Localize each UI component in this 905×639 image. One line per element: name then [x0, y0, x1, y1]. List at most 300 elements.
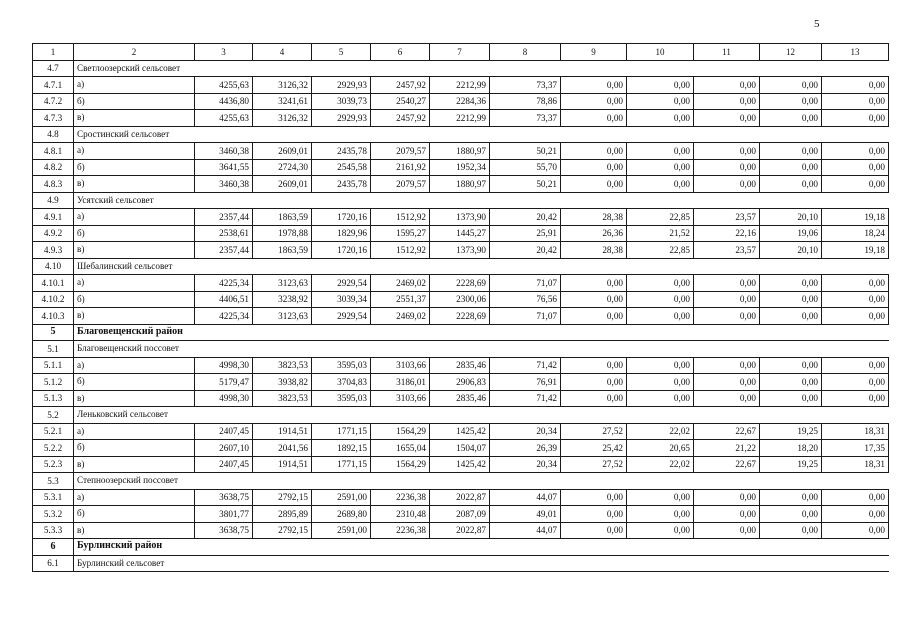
- value-cell: 0,00: [627, 159, 694, 176]
- value-cell: 2469,02: [371, 308, 430, 325]
- value-cell: 0,00: [822, 176, 889, 193]
- value-cell: 3638,75: [195, 522, 253, 539]
- value-cell: 0,00: [822, 143, 889, 160]
- value-cell: 44,07: [490, 489, 561, 506]
- value-cell: 2435,78: [312, 143, 371, 160]
- section-title: Благовещенский район: [74, 324, 889, 341]
- header-row: [33, 44, 889, 61]
- value-cell: 22,85: [627, 209, 694, 226]
- row-code: 5.2.1: [33, 423, 74, 440]
- table-row: [33, 77, 889, 94]
- value-cell: 1863,59: [253, 242, 312, 259]
- column-header: 1: [33, 44, 74, 61]
- section-title: Бурлинский сельсовет: [74, 555, 889, 572]
- value-cell: 3039,34: [312, 291, 371, 308]
- column-header: 2: [74, 44, 195, 61]
- value-cell: 27,52: [561, 456, 627, 473]
- row-code: 5.2.2: [33, 440, 74, 457]
- row-label: а): [74, 77, 195, 94]
- table-row: [33, 506, 889, 523]
- value-cell: 0,00: [694, 110, 760, 127]
- value-cell: 2929,93: [312, 77, 371, 94]
- row-label: а): [74, 423, 195, 440]
- row-code: 5.3.1: [33, 489, 74, 506]
- value-cell: 3823,53: [253, 357, 312, 374]
- value-cell: 1504,07: [430, 440, 490, 457]
- section-title: Светлоозерский сельсовет: [74, 60, 889, 77]
- row-code: 5.3: [33, 473, 74, 490]
- value-cell: 20,10: [760, 242, 822, 259]
- section-title: Усятский сельсовет: [74, 192, 889, 209]
- value-cell: 2284,36: [430, 93, 490, 110]
- value-cell: 3123,63: [253, 308, 312, 325]
- value-cell: 0,00: [694, 374, 760, 391]
- value-cell: 1880,97: [430, 176, 490, 193]
- value-cell: 20,34: [490, 456, 561, 473]
- value-cell: 0,00: [627, 522, 694, 539]
- value-cell: 3039,73: [312, 93, 371, 110]
- value-cell: 2540,27: [371, 93, 430, 110]
- value-cell: 0,00: [760, 143, 822, 160]
- value-cell: 2545,58: [312, 159, 371, 176]
- value-cell: 0,00: [760, 374, 822, 391]
- row-code: 4.8.2: [33, 159, 74, 176]
- row-code: 5.1: [33, 341, 74, 358]
- value-cell: 2087,09: [430, 506, 490, 523]
- value-cell: 2835,46: [430, 390, 490, 407]
- table-row: [33, 440, 889, 457]
- value-cell: 0,00: [627, 374, 694, 391]
- row-code: 4.7.3: [33, 110, 74, 127]
- value-cell: 1771,15: [312, 456, 371, 473]
- value-cell: 2022,87: [430, 489, 490, 506]
- table-row: [33, 456, 889, 473]
- column-header: 6: [371, 44, 430, 61]
- section-row: [33, 539, 889, 556]
- table-row: [33, 308, 889, 325]
- value-cell: 1655,04: [371, 440, 430, 457]
- value-cell: 21,22: [694, 440, 760, 457]
- value-cell: 1564,29: [371, 423, 430, 440]
- table-row: [33, 423, 889, 440]
- value-cell: 0,00: [627, 506, 694, 523]
- value-cell: 1771,15: [312, 423, 371, 440]
- value-cell: 2079,57: [371, 143, 430, 160]
- column-header: 7: [430, 44, 490, 61]
- value-cell: 2929,54: [312, 275, 371, 292]
- value-cell: 1425,42: [430, 423, 490, 440]
- value-cell: 2228,69: [430, 275, 490, 292]
- value-cell: 1720,16: [312, 242, 371, 259]
- value-cell: 0,00: [822, 374, 889, 391]
- row-label: в): [74, 176, 195, 193]
- value-cell: 0,00: [694, 506, 760, 523]
- value-cell: 3823,53: [253, 390, 312, 407]
- table-row: [33, 374, 889, 391]
- value-cell: 71,42: [490, 390, 561, 407]
- value-cell: 3186,01: [371, 374, 430, 391]
- value-cell: 1978,88: [253, 225, 312, 242]
- value-cell: 2551,37: [371, 291, 430, 308]
- row-code: 4.8.3: [33, 176, 74, 193]
- table-row: [33, 209, 889, 226]
- value-cell: 1595,27: [371, 225, 430, 242]
- value-cell: 3938,82: [253, 374, 312, 391]
- value-cell: 4436,80: [195, 93, 253, 110]
- value-cell: 0,00: [694, 176, 760, 193]
- value-cell: 2591,00: [312, 522, 371, 539]
- value-cell: 0,00: [561, 291, 627, 308]
- value-cell: 2457,92: [371, 110, 430, 127]
- value-cell: 18,20: [760, 440, 822, 457]
- value-cell: 20,42: [490, 242, 561, 259]
- row-label: б): [74, 374, 195, 391]
- value-cell: 2310,48: [371, 506, 430, 523]
- value-cell: 2792,15: [253, 522, 312, 539]
- value-cell: 0,00: [561, 275, 627, 292]
- value-cell: 2407,45: [195, 423, 253, 440]
- value-cell: 0,00: [627, 291, 694, 308]
- value-cell: 2357,44: [195, 242, 253, 259]
- row-code: 4.7: [33, 60, 74, 77]
- value-cell: 2469,02: [371, 275, 430, 292]
- value-cell: 0,00: [760, 291, 822, 308]
- value-cell: 4225,34: [195, 308, 253, 325]
- value-cell: 76,91: [490, 374, 561, 391]
- value-cell: 20,42: [490, 209, 561, 226]
- row-code: 4.10.2: [33, 291, 74, 308]
- value-cell: 71,07: [490, 275, 561, 292]
- value-cell: 0,00: [694, 275, 760, 292]
- value-cell: 0,00: [822, 390, 889, 407]
- section-row: [33, 555, 889, 572]
- value-cell: 0,00: [627, 110, 694, 127]
- section-row: [33, 324, 889, 341]
- value-cell: 2236,38: [371, 522, 430, 539]
- row-label: а): [74, 275, 195, 292]
- value-cell: 55,70: [490, 159, 561, 176]
- value-cell: 3801,77: [195, 506, 253, 523]
- value-cell: 22,02: [627, 423, 694, 440]
- value-cell: 0,00: [627, 77, 694, 94]
- table-row: [33, 242, 889, 259]
- value-cell: 0,00: [694, 357, 760, 374]
- value-cell: 0,00: [822, 506, 889, 523]
- value-cell: 3641,55: [195, 159, 253, 176]
- value-cell: 0,00: [627, 93, 694, 110]
- value-cell: 2041,56: [253, 440, 312, 457]
- value-cell: 0,00: [822, 159, 889, 176]
- value-cell: 3238,92: [253, 291, 312, 308]
- row-label: в): [74, 390, 195, 407]
- value-cell: 2538,61: [195, 225, 253, 242]
- value-cell: 0,00: [760, 110, 822, 127]
- value-cell: 4255,63: [195, 77, 253, 94]
- row-label: б): [74, 159, 195, 176]
- value-cell: 0,00: [822, 522, 889, 539]
- value-cell: 0,00: [694, 159, 760, 176]
- value-cell: 18,24: [822, 225, 889, 242]
- value-cell: 0,00: [822, 291, 889, 308]
- row-code: 6.1: [33, 555, 74, 572]
- value-cell: 1914,51: [253, 423, 312, 440]
- table-row: [33, 110, 889, 127]
- value-cell: 4225,34: [195, 275, 253, 292]
- value-cell: 2228,69: [430, 308, 490, 325]
- value-cell: 2161,92: [371, 159, 430, 176]
- table-row: [33, 225, 889, 242]
- row-code: 6: [33, 539, 74, 556]
- section-row: [33, 126, 889, 143]
- value-cell: 0,00: [627, 143, 694, 160]
- value-cell: 20,10: [760, 209, 822, 226]
- value-cell: 2609,01: [253, 176, 312, 193]
- value-cell: 19,18: [822, 209, 889, 226]
- value-cell: 0,00: [561, 110, 627, 127]
- value-cell: 19,06: [760, 225, 822, 242]
- value-cell: 2022,87: [430, 522, 490, 539]
- value-cell: 0,00: [627, 308, 694, 325]
- value-cell: 0,00: [822, 110, 889, 127]
- section-title: Сростинский сельсовет: [74, 126, 889, 143]
- value-cell: 0,00: [822, 77, 889, 94]
- value-cell: 4998,30: [195, 390, 253, 407]
- value-cell: 19,25: [760, 423, 822, 440]
- column-header: 9: [561, 44, 627, 61]
- value-cell: 3460,38: [195, 143, 253, 160]
- value-cell: 0,00: [760, 390, 822, 407]
- row-code: 4.10: [33, 258, 74, 275]
- value-cell: 3595,03: [312, 390, 371, 407]
- table-row: [33, 159, 889, 176]
- row-label: б): [74, 506, 195, 523]
- value-cell: 1720,16: [312, 209, 371, 226]
- row-label: в): [74, 308, 195, 325]
- value-cell: 0,00: [760, 308, 822, 325]
- row-label: а): [74, 143, 195, 160]
- section-title: Шебалинский сельсовет: [74, 258, 889, 275]
- table-row: [33, 522, 889, 539]
- value-cell: 19,18: [822, 242, 889, 259]
- value-cell: 22,02: [627, 456, 694, 473]
- value-cell: 0,00: [760, 522, 822, 539]
- row-code: 4.10.3: [33, 308, 74, 325]
- row-label: б): [74, 93, 195, 110]
- table-row: [33, 390, 889, 407]
- value-cell: 1880,97: [430, 143, 490, 160]
- value-cell: 0,00: [561, 374, 627, 391]
- table-row: [33, 275, 889, 292]
- value-cell: 2607,10: [195, 440, 253, 457]
- value-cell: 2357,44: [195, 209, 253, 226]
- value-cell: 3103,66: [371, 357, 430, 374]
- value-cell: 0,00: [561, 357, 627, 374]
- value-cell: 2895,89: [253, 506, 312, 523]
- value-cell: 3595,03: [312, 357, 371, 374]
- value-cell: 3126,32: [253, 110, 312, 127]
- table-row: [33, 93, 889, 110]
- value-cell: 0,00: [694, 77, 760, 94]
- table-row: [33, 489, 889, 506]
- row-label: б): [74, 440, 195, 457]
- value-cell: 0,00: [760, 275, 822, 292]
- column-header: 5: [312, 44, 371, 61]
- section-row: [33, 258, 889, 275]
- value-cell: 4255,63: [195, 110, 253, 127]
- value-cell: 2724,30: [253, 159, 312, 176]
- value-cell: 0,00: [694, 93, 760, 110]
- value-cell: 23,57: [694, 242, 760, 259]
- value-cell: 0,00: [822, 275, 889, 292]
- value-cell: 0,00: [561, 390, 627, 407]
- value-cell: 2591,00: [312, 489, 371, 506]
- column-header: 8: [490, 44, 561, 61]
- value-cell: 49,01: [490, 506, 561, 523]
- value-cell: 0,00: [561, 176, 627, 193]
- page-number: 5: [814, 18, 820, 30]
- value-cell: 0,00: [561, 159, 627, 176]
- value-cell: 0,00: [627, 357, 694, 374]
- value-cell: 71,07: [490, 308, 561, 325]
- value-cell: 26,36: [561, 225, 627, 242]
- value-cell: 1952,34: [430, 159, 490, 176]
- value-cell: 50,21: [490, 176, 561, 193]
- value-cell: 0,00: [822, 489, 889, 506]
- value-cell: 0,00: [627, 390, 694, 407]
- value-cell: 3704,83: [312, 374, 371, 391]
- value-cell: 19,25: [760, 456, 822, 473]
- table-row: [33, 357, 889, 374]
- value-cell: 28,38: [561, 209, 627, 226]
- value-cell: 71,42: [490, 357, 561, 374]
- value-cell: 0,00: [822, 308, 889, 325]
- value-cell: 2457,92: [371, 77, 430, 94]
- value-cell: 73,37: [490, 77, 561, 94]
- value-cell: 18,31: [822, 456, 889, 473]
- value-cell: 21,52: [627, 225, 694, 242]
- value-cell: 0,00: [561, 77, 627, 94]
- section-row: [33, 473, 889, 490]
- row-code: 5.1.3: [33, 390, 74, 407]
- row-label: а): [74, 357, 195, 374]
- section-title: Леньковский сельсовет: [74, 407, 889, 424]
- value-cell: 22,67: [694, 423, 760, 440]
- row-code: 5.1.1: [33, 357, 74, 374]
- column-header: 12: [760, 44, 822, 61]
- column-header: 4: [253, 44, 312, 61]
- value-cell: 25,91: [490, 225, 561, 242]
- row-code: 4.7.1: [33, 77, 74, 94]
- value-cell: 0,00: [561, 489, 627, 506]
- value-cell: 2212,99: [430, 77, 490, 94]
- value-cell: 1512,92: [371, 209, 430, 226]
- value-cell: 28,38: [561, 242, 627, 259]
- value-cell: 0,00: [760, 93, 822, 110]
- value-cell: 3638,75: [195, 489, 253, 506]
- value-cell: 1564,29: [371, 456, 430, 473]
- value-cell: 0,00: [627, 176, 694, 193]
- value-cell: 1914,51: [253, 456, 312, 473]
- section-row: [33, 341, 889, 358]
- value-cell: 0,00: [627, 489, 694, 506]
- value-cell: 2929,54: [312, 308, 371, 325]
- value-cell: 23,57: [694, 209, 760, 226]
- value-cell: 0,00: [694, 489, 760, 506]
- value-cell: 20,65: [627, 440, 694, 457]
- value-cell: 2906,83: [430, 374, 490, 391]
- value-cell: 0,00: [760, 176, 822, 193]
- value-cell: 0,00: [760, 506, 822, 523]
- section-title: Благовещенский поссовет: [74, 341, 889, 358]
- value-cell: 2929,93: [312, 110, 371, 127]
- row-code: 4.7.2: [33, 93, 74, 110]
- row-code: 5.2.3: [33, 456, 74, 473]
- value-cell: 0,00: [694, 308, 760, 325]
- value-cell: 17,35: [822, 440, 889, 457]
- value-cell: 73,37: [490, 110, 561, 127]
- value-cell: 20,34: [490, 423, 561, 440]
- section-row: [33, 407, 889, 424]
- value-cell: 1373,90: [430, 209, 490, 226]
- value-cell: 2212,99: [430, 110, 490, 127]
- value-cell: 0,00: [760, 489, 822, 506]
- value-cell: 2407,45: [195, 456, 253, 473]
- row-code: 5.3.3: [33, 522, 74, 539]
- row-code: 4.8: [33, 126, 74, 143]
- row-code: 5: [33, 324, 74, 341]
- value-cell: 2300,06: [430, 291, 490, 308]
- value-cell: 0,00: [561, 143, 627, 160]
- column-header: 10: [627, 44, 694, 61]
- value-cell: 25,42: [561, 440, 627, 457]
- row-label: б): [74, 291, 195, 308]
- value-cell: 0,00: [627, 275, 694, 292]
- section-title: Бурлинский район: [74, 539, 889, 556]
- value-cell: 1863,59: [253, 209, 312, 226]
- value-cell: 0,00: [561, 522, 627, 539]
- value-cell: 0,00: [561, 308, 627, 325]
- value-cell: 50,21: [490, 143, 561, 160]
- value-cell: 0,00: [694, 390, 760, 407]
- column-header: 13: [822, 44, 889, 61]
- value-cell: 0,00: [760, 159, 822, 176]
- table-row: [33, 291, 889, 308]
- row-code: 4.9.2: [33, 225, 74, 242]
- row-code: 5.1.2: [33, 374, 74, 391]
- row-code: 4.9.1: [33, 209, 74, 226]
- value-cell: 0,00: [561, 506, 627, 523]
- value-cell: 3126,32: [253, 77, 312, 94]
- row-label: в): [74, 522, 195, 539]
- value-cell: 1445,27: [430, 225, 490, 242]
- value-cell: 3241,61: [253, 93, 312, 110]
- value-cell: 0,00: [822, 357, 889, 374]
- value-cell: 27,52: [561, 423, 627, 440]
- value-cell: 1892,15: [312, 440, 371, 457]
- value-cell: 26,39: [490, 440, 561, 457]
- value-cell: 0,00: [760, 357, 822, 374]
- value-cell: 3103,66: [371, 390, 430, 407]
- value-cell: 0,00: [561, 93, 627, 110]
- row-code: 5.2: [33, 407, 74, 424]
- value-cell: 2835,46: [430, 357, 490, 374]
- value-cell: 3123,63: [253, 275, 312, 292]
- value-cell: 1512,92: [371, 242, 430, 259]
- value-cell: 2689,80: [312, 506, 371, 523]
- value-cell: 3460,38: [195, 176, 253, 193]
- column-header: 3: [195, 44, 253, 61]
- row-code: 4.9: [33, 192, 74, 209]
